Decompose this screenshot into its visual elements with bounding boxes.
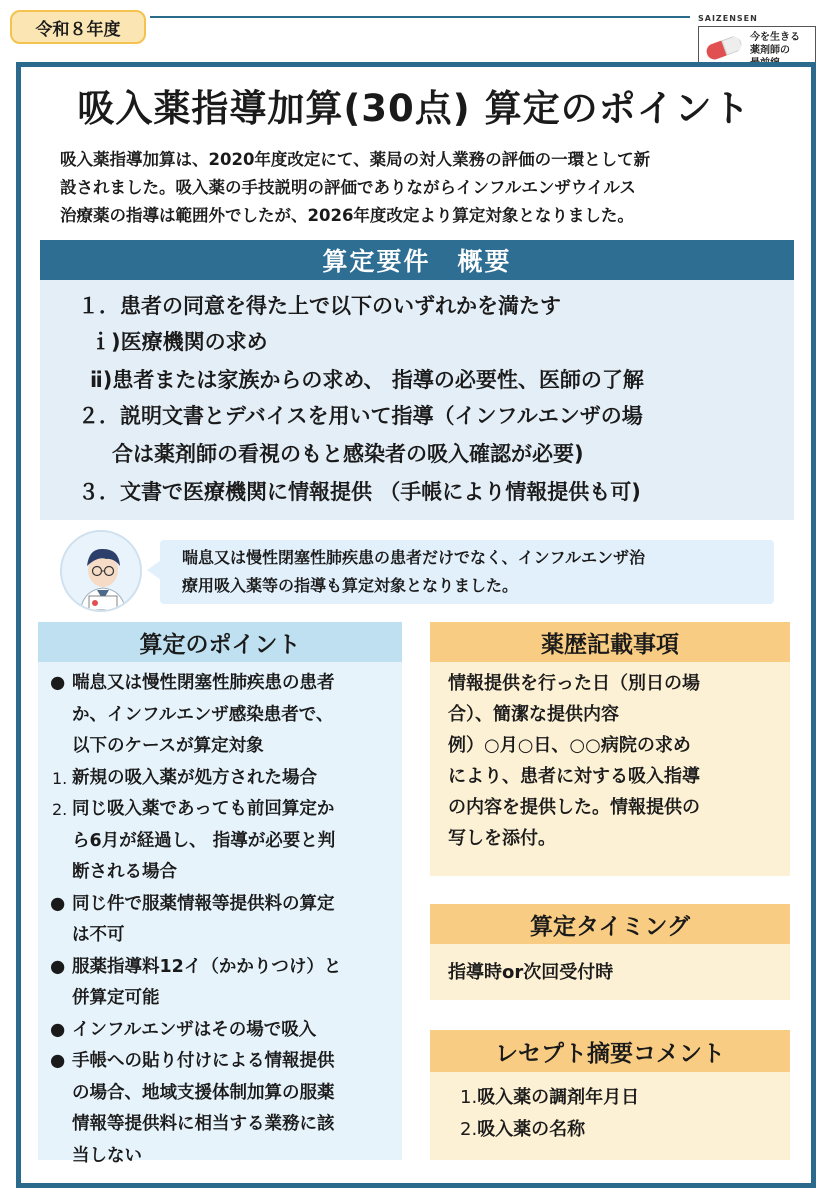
bubble-line: 療用吸入薬等の指導も算定対象となりました。 xyxy=(182,576,519,595)
point-text: 同じ吸入薬であっても前回算定か xyxy=(72,799,335,819)
point-text: 以下のケースが算定対象 xyxy=(72,736,264,756)
receipt-item xyxy=(460,1114,790,1146)
intro-line: 設されました。吸入薬の手技説明の評価でありながらインフルエンザウイルス xyxy=(60,178,636,197)
point-line xyxy=(46,920,402,952)
top-divider xyxy=(150,16,690,18)
records-line: 例）○月○日、○○病院の求め xyxy=(448,735,691,756)
list-number: 2. xyxy=(52,800,68,819)
timing-header: 算定タイミング xyxy=(430,904,790,944)
points-list xyxy=(38,662,402,1166)
list-number: 1. xyxy=(52,768,68,788)
receipt-body xyxy=(430,1072,790,1160)
requirements-header: 算定要件 概要 xyxy=(40,240,794,280)
records-line: 情報提供を行った日（別日の場 xyxy=(448,673,700,694)
requirement-line: ３．文書で医療機関に情報提供 （手帳により情報提供も可) xyxy=(78,480,641,504)
point-line xyxy=(46,1046,402,1078)
bullet-icon: ● xyxy=(50,893,66,914)
point-line xyxy=(46,731,402,763)
receipt-item xyxy=(460,1082,790,1114)
point-line xyxy=(46,1141,402,1173)
requirement-line: 合は薬剤師の看視のもと感染者の吸入確認が必要) xyxy=(112,442,584,466)
point-line xyxy=(46,668,402,700)
speech-bubble xyxy=(160,540,774,604)
logo-brand: SAIZENSEN xyxy=(698,14,758,23)
records-text xyxy=(430,662,790,854)
point-line xyxy=(46,983,402,1015)
receipt-header: レセプト摘要コメント xyxy=(430,1030,790,1072)
records-line: 写しを添付。 xyxy=(448,828,556,849)
records-body xyxy=(430,662,790,876)
bullet-icon: ● xyxy=(50,673,66,693)
point-line xyxy=(46,952,402,984)
logo-line: 薬剤師の xyxy=(750,45,790,56)
point-text: 新規の吸入薬が処方された場合 xyxy=(72,767,317,788)
point-line xyxy=(46,794,402,826)
speech-bubble-tail xyxy=(147,560,161,580)
point-line xyxy=(46,700,402,732)
point-text: 併算定可能 xyxy=(72,988,160,1008)
intro-line: 吸入薬指導加算は、2020年度改定にて、薬局の対人業務の評価の一環として新 xyxy=(60,150,651,169)
point-text: 喘息又は慢性閉塞性肺疾患の患者 xyxy=(72,673,335,693)
point-text: 情報等提供料に相当する業務に該 xyxy=(72,1114,335,1134)
intro-paragraph xyxy=(60,146,780,230)
point-text: 手帳への貼り付けによる情報提供 xyxy=(72,1051,335,1071)
requirement-line: ｉ)医療機関の求め xyxy=(90,330,268,354)
point-line xyxy=(46,857,402,889)
point-text: の場合、地域支援体制加算の服薬 xyxy=(72,1082,335,1103)
requirements-body xyxy=(40,280,794,520)
pharmacist-avatar xyxy=(60,530,142,612)
point-text: 服薬指導料12イ（かかりつけ）と xyxy=(72,956,342,977)
bubble-line: 喘息又は慢性閉塞性肺疾患の患者だけでなく、インフルエンザ治 xyxy=(182,548,646,567)
receipt-item-marker: 1. xyxy=(460,1087,478,1108)
point-line xyxy=(46,1109,402,1141)
requirement-line: １．患者の同意を得た上で以下のいずれかを満たす xyxy=(78,294,561,318)
timing-body xyxy=(430,944,790,1000)
page-title: 吸入薬指導加算(30点) 算定のポイント xyxy=(77,87,751,130)
records-line: の内容を提供した。情報提供の xyxy=(448,797,700,818)
records-line: 合）、簡潔な提供内容 xyxy=(448,704,619,725)
point-line xyxy=(46,1015,402,1047)
point-text: 同じ件で服薬情報等提供料の算定 xyxy=(72,893,335,914)
records-header: 薬歴記載事項 xyxy=(430,622,790,662)
receipt-item-text: 吸入薬の調剤年月日 xyxy=(477,1087,640,1108)
bullet-icon: ● xyxy=(50,1019,66,1040)
intro-line: 治療薬の指導は範囲外でしたが、2026年度改定より算定対象となりました。 xyxy=(60,206,634,225)
point-line xyxy=(46,1078,402,1110)
receipt-list xyxy=(430,1072,790,1146)
year-badge: 令和８年度 xyxy=(10,10,146,44)
point-text: は不可 xyxy=(72,925,125,945)
point-line xyxy=(46,826,402,858)
bullet-icon: ● xyxy=(50,1051,66,1071)
point-line xyxy=(46,763,402,795)
logo-line: 今を生きる xyxy=(750,32,800,43)
point-text: 当しない xyxy=(72,1145,142,1166)
point-text: 断される場合 xyxy=(72,862,177,882)
point-line xyxy=(46,889,402,921)
records-line: により、患者に対する吸入指導 xyxy=(448,766,700,787)
bullet-icon: ● xyxy=(50,956,66,977)
point-text: インフルエンザはその場で吸入 xyxy=(72,1019,317,1040)
point-text: ら6月が経過し、 指導が必要と判 xyxy=(72,830,336,851)
receipt-item-marker: 2. xyxy=(460,1119,478,1140)
requirement-line: ２．説明文書とデバイスを用いて指導（インフルエンザの場 xyxy=(78,404,643,428)
requirement-line: ⅱ)患者または家族からの求め、 指導の必要性、医師の了解 xyxy=(90,368,644,392)
point-text: か、インフルエンザ感染患者で、 xyxy=(72,704,334,725)
receipt-item-text: 吸入薬の名称 xyxy=(477,1119,586,1140)
timing-text: 指導時or次回受付時 xyxy=(448,962,614,983)
points-header: 算定のポイント xyxy=(38,622,402,662)
